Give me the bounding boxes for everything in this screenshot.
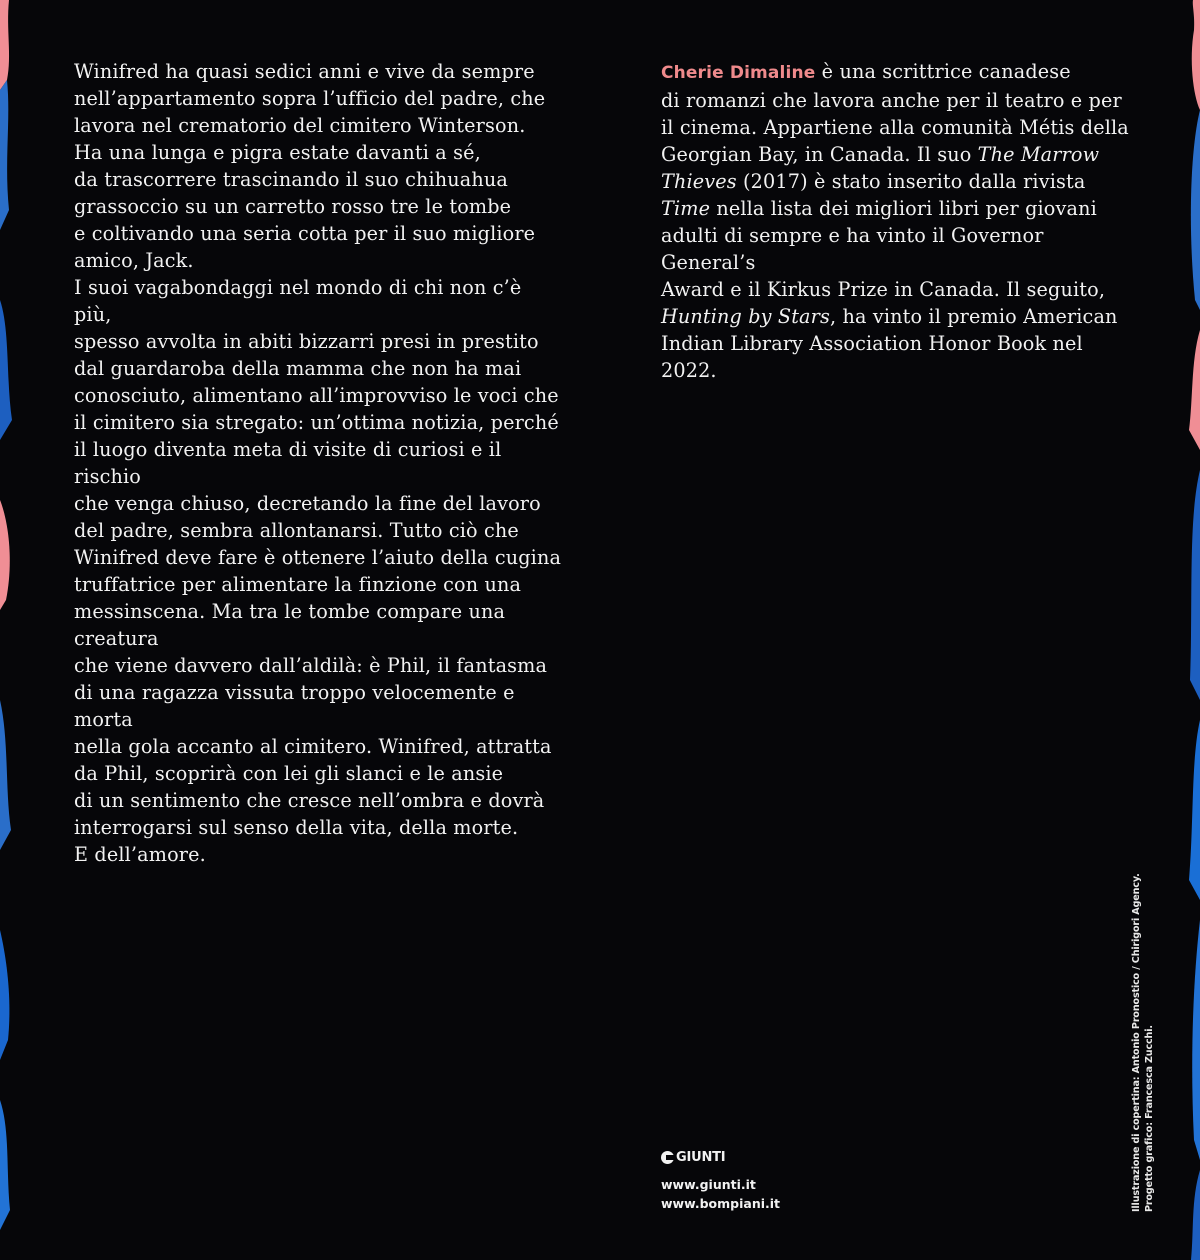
synopsis-text <box>74 58 564 868</box>
author-name: Cherie Dimaline <box>661 63 816 83</box>
synopsis-line: lavora nel crematorio del cimitero Winterson. <box>74 114 526 137</box>
design-credit: Progetto grafico: Francesca Zucchi. <box>1143 1025 1155 1212</box>
synopsis-line: I suoi vagabondaggi nel mondo di chi non c’è più, <box>74 276 522 326</box>
synopsis-line: il luogo diventa meta di visite di curiosi e il rischio <box>74 438 502 488</box>
book-title-italic: Thieves <box>661 170 737 193</box>
synopsis-line: da Phil, scoprirà con lei gli slanci e le ansie <box>74 762 504 785</box>
synopsis-line: dal guardaroba della mamma che non ha mai <box>74 357 522 380</box>
synopsis-line: che venga chiuso, decretando la fine del lavoro <box>74 492 541 515</box>
bio-line: il cinema. Appartiene alla comunità Métis della <box>661 116 1129 139</box>
bio-line: adulti di sempre e ha vinto il Governor General’s <box>661 224 1044 274</box>
synopsis-line: E dell’amore. <box>74 843 206 866</box>
bio-line <box>661 195 1131 222</box>
bio-line <box>661 58 1131 87</box>
synopsis-line: di una ragazza vissuta troppo velocemente e morta <box>74 681 515 731</box>
bio-text: nella lista dei migliori libri per giovani <box>710 197 1097 220</box>
synopsis-line: il cimitero sia stregato: un’ottima notizia, perché <box>74 411 559 434</box>
bio-text: , ha vinto il premio American <box>829 305 1118 328</box>
publisher-logo <box>661 1150 725 1165</box>
author-bio <box>661 58 1131 384</box>
synopsis-line: spesso avvolta in abiti bizzarri presi in prestito <box>74 330 539 353</box>
bio-line: di romanzi che lavora anche per il teatro e per <box>661 89 1122 112</box>
synopsis-line: che viene davvero dall’aldilà: è Phil, il fantasma <box>74 654 548 677</box>
bio-line <box>661 168 1131 195</box>
synopsis-line: da trascorrere trascinando il suo chihuahua <box>74 168 508 191</box>
bio-text: è una scrittrice canadese <box>815 60 1071 83</box>
book-title-italic: Hunting by Stars <box>661 305 830 328</box>
synopsis-line: Winifred ha quasi sedici anni e vive da sempre <box>74 60 535 83</box>
publisher-websites <box>661 1175 780 1213</box>
cover-art-left-edge <box>0 0 16 1260</box>
cover-art-right-edge <box>1185 0 1200 1260</box>
publisher-logo-text: GIUNTI <box>676 1150 726 1165</box>
book-title-italic: The Marrow <box>977 143 1100 166</box>
giunti-logo-icon <box>661 1151 674 1164</box>
synopsis-line: truffatrice per alimentare la finzione con una <box>74 573 522 596</box>
website-link-bompiani[interactable]: www.bompiani.it <box>661 1196 781 1211</box>
bio-text: (2017) è stato inserito dalla rivista <box>736 170 1086 193</box>
illustration-credit: Illustrazione di copertina: Antonio Pronostico / Chirigori Agency. <box>1131 873 1142 1212</box>
cover-credits <box>1131 873 1156 1212</box>
bio-line <box>661 141 1131 168</box>
bio-line: Award e il Kirkus Prize in Canada. Il seguito, <box>661 278 1106 301</box>
magazine-title-italic: Time <box>661 197 711 220</box>
synopsis-line: Winifred deve fare è ottenere l’aiuto della cugina <box>74 546 562 569</box>
synopsis-line: di un sentimento che cresce nell’ombra e dovrà <box>74 789 545 812</box>
bio-text: Georgian Bay, in Canada. Il suo <box>661 143 978 166</box>
synopsis-line: nella gola accanto al cimitero. Winifred, attratta <box>74 735 552 758</box>
website-link-giunti[interactable]: www.giunti.it <box>661 1177 756 1192</box>
synopsis-line: grassoccio su un carretto rosso tre le tombe <box>74 195 512 218</box>
synopsis-line: conosciuto, alimentano all’improvviso le voci che <box>74 384 559 407</box>
synopsis-line: interrogarsi sul senso della vita, della morte. <box>74 816 519 839</box>
bio-line <box>661 303 1131 330</box>
synopsis-line: e coltivando una seria cotta per il suo migliore <box>74 222 536 245</box>
synopsis-line: Ha una lunga e pigra estate davanti a sé, <box>74 141 481 164</box>
synopsis-line: del padre, sembra allontanarsi. Tutto ciò che <box>74 519 519 542</box>
synopsis-line: nell’appartamento sopra l’ufficio del padre, che <box>74 87 546 110</box>
synopsis-line: amico, Jack. <box>74 249 194 272</box>
bio-line: Indian Library Association Honor Book nel 2022. <box>661 332 1083 382</box>
synopsis-line: messinscena. Ma tra le tombe compare una creatura <box>74 600 506 650</box>
